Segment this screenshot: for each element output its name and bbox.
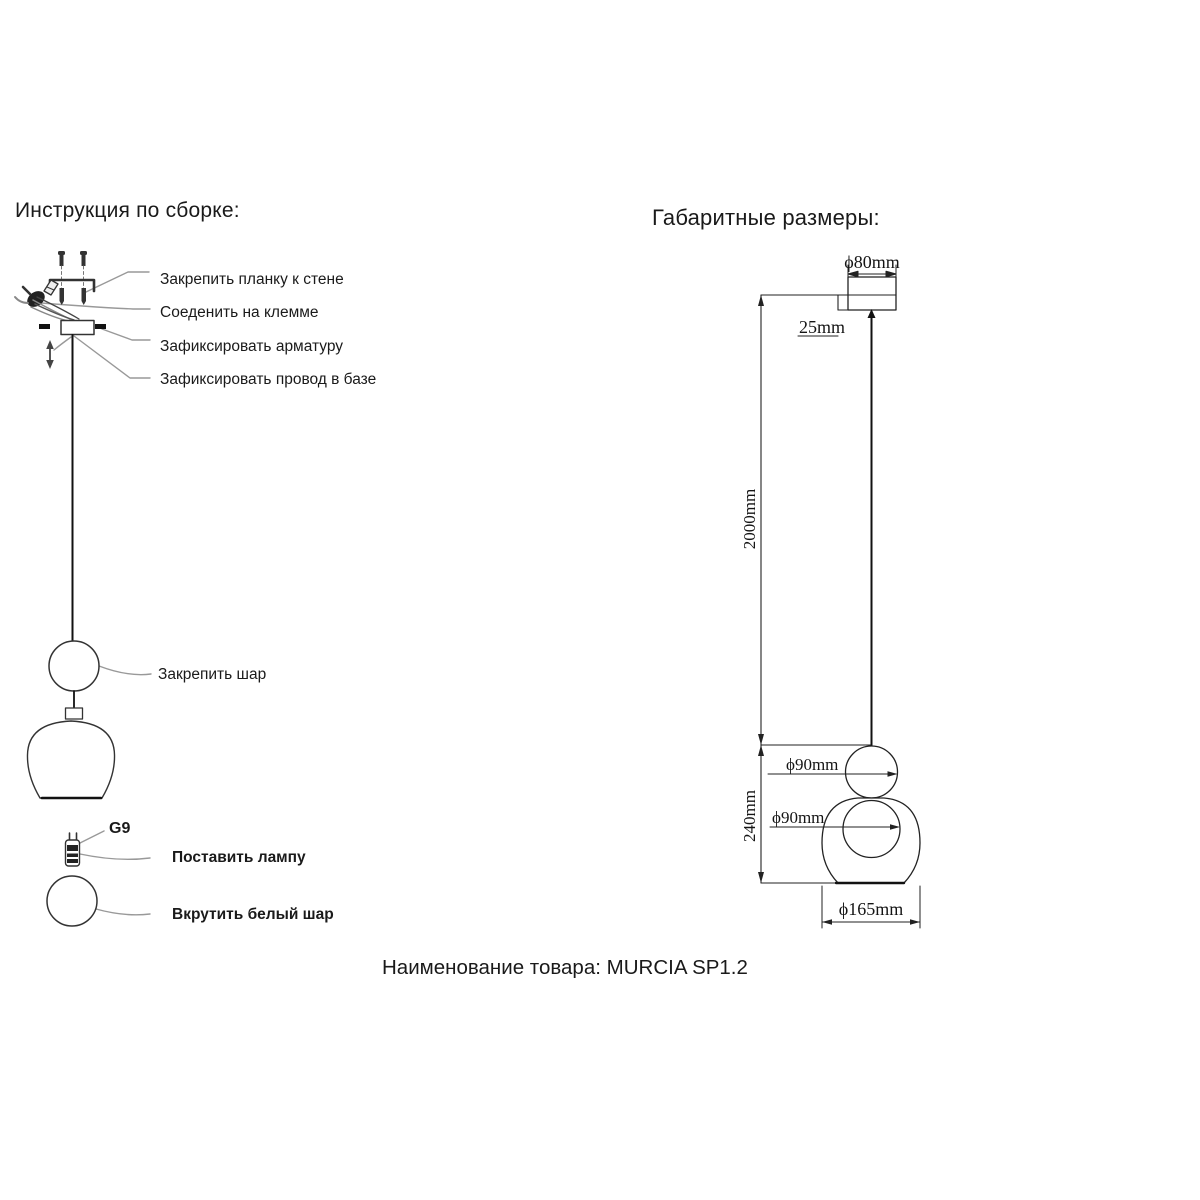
step-label-fix-ball: Закрепить шар: [158, 666, 267, 683]
terminal-block-icon: [15, 280, 58, 310]
canopy-height-label: 25mm: [799, 317, 846, 337]
product-name-label: Наименование товара:: [382, 956, 601, 979]
step-label-fix-cord: Зафиксировать провод в базе: [160, 371, 377, 388]
fixture-height-label: 240mm: [740, 790, 759, 842]
fixture-base-icon: [39, 321, 106, 335]
product-name-value: MURCIA SP1.2: [606, 956, 748, 979]
dimension-drawing: [758, 265, 920, 928]
g9-lamp-icon: [66, 833, 80, 866]
cord-dimension-drawing: [868, 309, 876, 748]
inner-ball-diameter-label: ϕ90mm: [772, 808, 825, 827]
height-adjust-arrow-icon: [46, 340, 54, 369]
glass-shade-icon: [27, 721, 114, 798]
leader-lines: [29, 272, 151, 915]
shade-dimension-icon: [822, 798, 920, 883]
top-ball-diameter-label: ϕ90mm: [786, 755, 839, 774]
step-label-attach-bracket: Закрепить планку к стене: [160, 271, 344, 288]
step-label-screw-white-ball: Вкрутить белый шар: [172, 906, 334, 923]
dimensions-title: Габаритные размеры:: [652, 205, 880, 230]
white-ball-icon: [47, 876, 97, 926]
suspension-length-label: 2000mm: [740, 488, 759, 550]
shade-diameter-label: ϕ165mm: [838, 899, 904, 919]
step-label-install-lamp: Поставить лампу: [172, 849, 306, 866]
assembly-title: Инструкция по сборке:: [15, 199, 240, 222]
bracket-screws-icon: [60, 288, 87, 305]
top-ball-icon: [49, 641, 99, 691]
product-name-line: [382, 956, 748, 980]
canopy-diameter-label: ϕ80mm: [844, 252, 900, 272]
shade-neck-icon: [66, 708, 83, 719]
canopy-icon: [848, 277, 896, 310]
step-label-connect-terminal: Соеденить на клемме: [160, 304, 319, 321]
lamp-socket-label: G9: [109, 820, 131, 837]
mounting-screws-icon: [58, 251, 87, 291]
assembly-diagram: [15, 251, 151, 926]
step-label-fix-fitting: Зафиксировать арматуру: [160, 338, 344, 355]
